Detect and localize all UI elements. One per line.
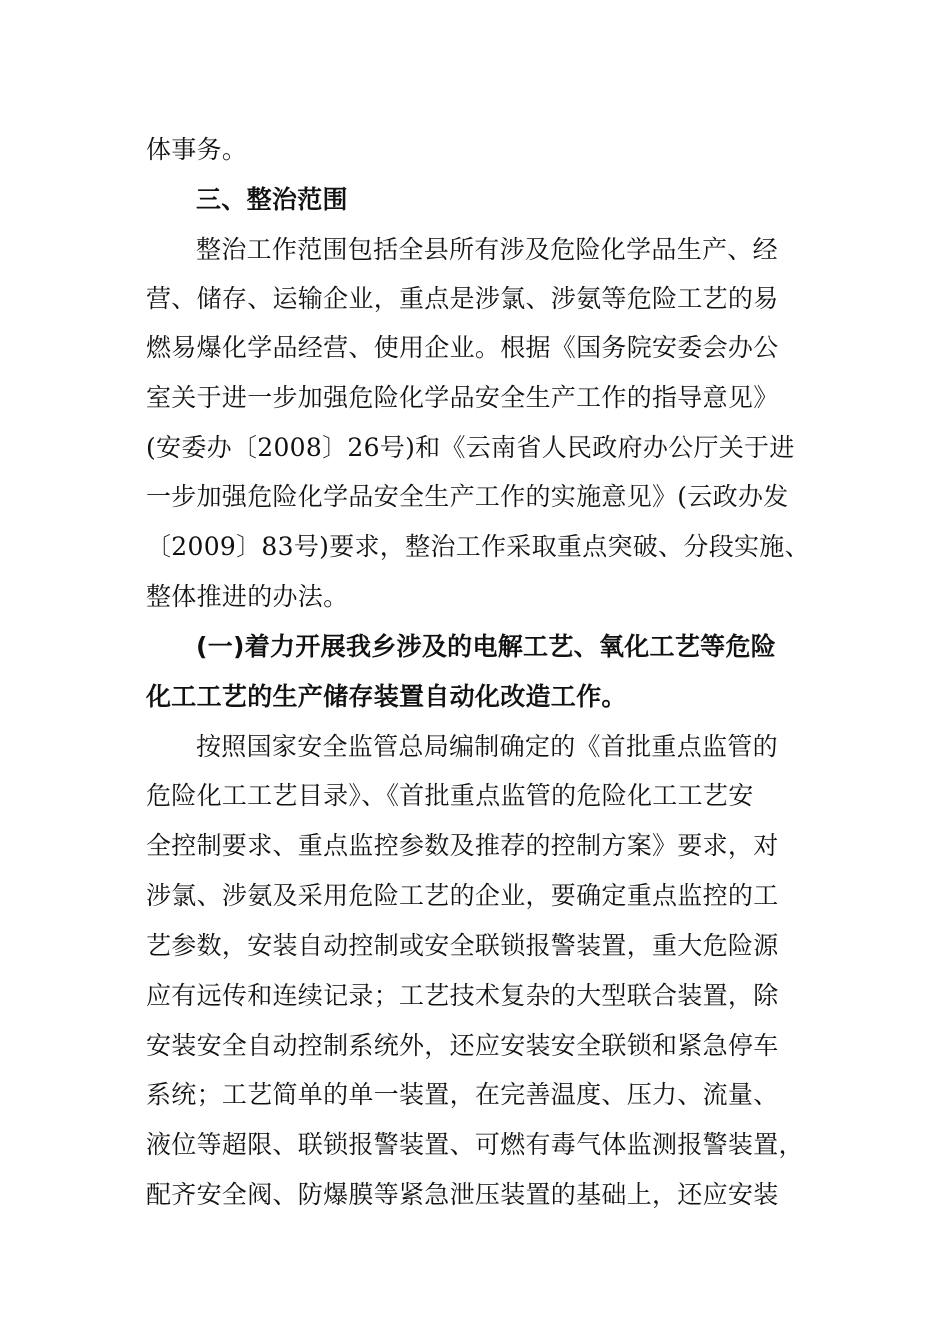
body-text-line: 整体推进的办法。 [146, 582, 349, 611]
body-text-line: 应有远传和连续记录；工艺技术复杂的大型联合装置，除 [146, 981, 779, 1010]
body-text-line: 室关于进一步加强危险化学品安全生产工作的指导意见》 [146, 383, 779, 412]
body-text-line: 整治工作范围包括全县所有涉及危险化学品生产、经 [196, 235, 778, 264]
body-text-line: 一步加强危险化学品安全生产工作的实施意见》(云政办发 [146, 482, 789, 511]
body-text-line: 按照国家安全监管总局编制确定的《首批重点监管的 [196, 732, 778, 761]
body-text-line: 安装安全自动控制系统外，还应安装安全联锁和紧急停车 [146, 1031, 779, 1060]
body-text-line: 〔2009〕83号)要求，整治工作采取重点突破、分段实施、 [146, 532, 810, 561]
body-text-line: 全控制要求、重点监控参数及推荐的控制方案》要求，对 [146, 831, 779, 860]
body-text-line: 体事务。 [146, 135, 248, 164]
body-text-line: 液位等超限、联锁报警装置、可燃有毒气体监测报警装置， [146, 1130, 804, 1159]
body-text-line: 危险化工工艺目录》、《首批重点监管的危险化工工艺安 [146, 781, 754, 810]
subsection-heading-continued: 化工工艺的生产储存装置自动化改造工作。 [146, 682, 627, 711]
body-text-line: 配齐安全阀、防爆膜等紧急泄压装置的基础上，还应安装 [146, 1180, 779, 1209]
body-text-line: 燃易爆化学品经营、使用企业。根据《国务院安委会办公 [146, 333, 779, 362]
body-text-line: 涉氯、涉氨及采用危险工艺的企业，要确定重点监控的工 [146, 881, 779, 910]
body-text-line: 营、储存、运输企业，重点是涉氯、涉氨等危险工艺的易 [146, 284, 779, 313]
body-text-line: 系统；工艺简单的单一装置，在完善温度、压力、流量、 [146, 1080, 779, 1109]
subsection-heading: (一)着力开展我乡涉及的电解工艺、氧化工艺等危险 [196, 632, 777, 661]
body-text-line: 艺参数，安装自动控制或安全联锁报警装置，重大危险源 [146, 931, 779, 960]
section-heading: 三、整治范围 [196, 185, 348, 214]
body-text-line: (安委办〔2008〕26号)和《云南省人民政府办公厅关于进 [146, 433, 795, 462]
